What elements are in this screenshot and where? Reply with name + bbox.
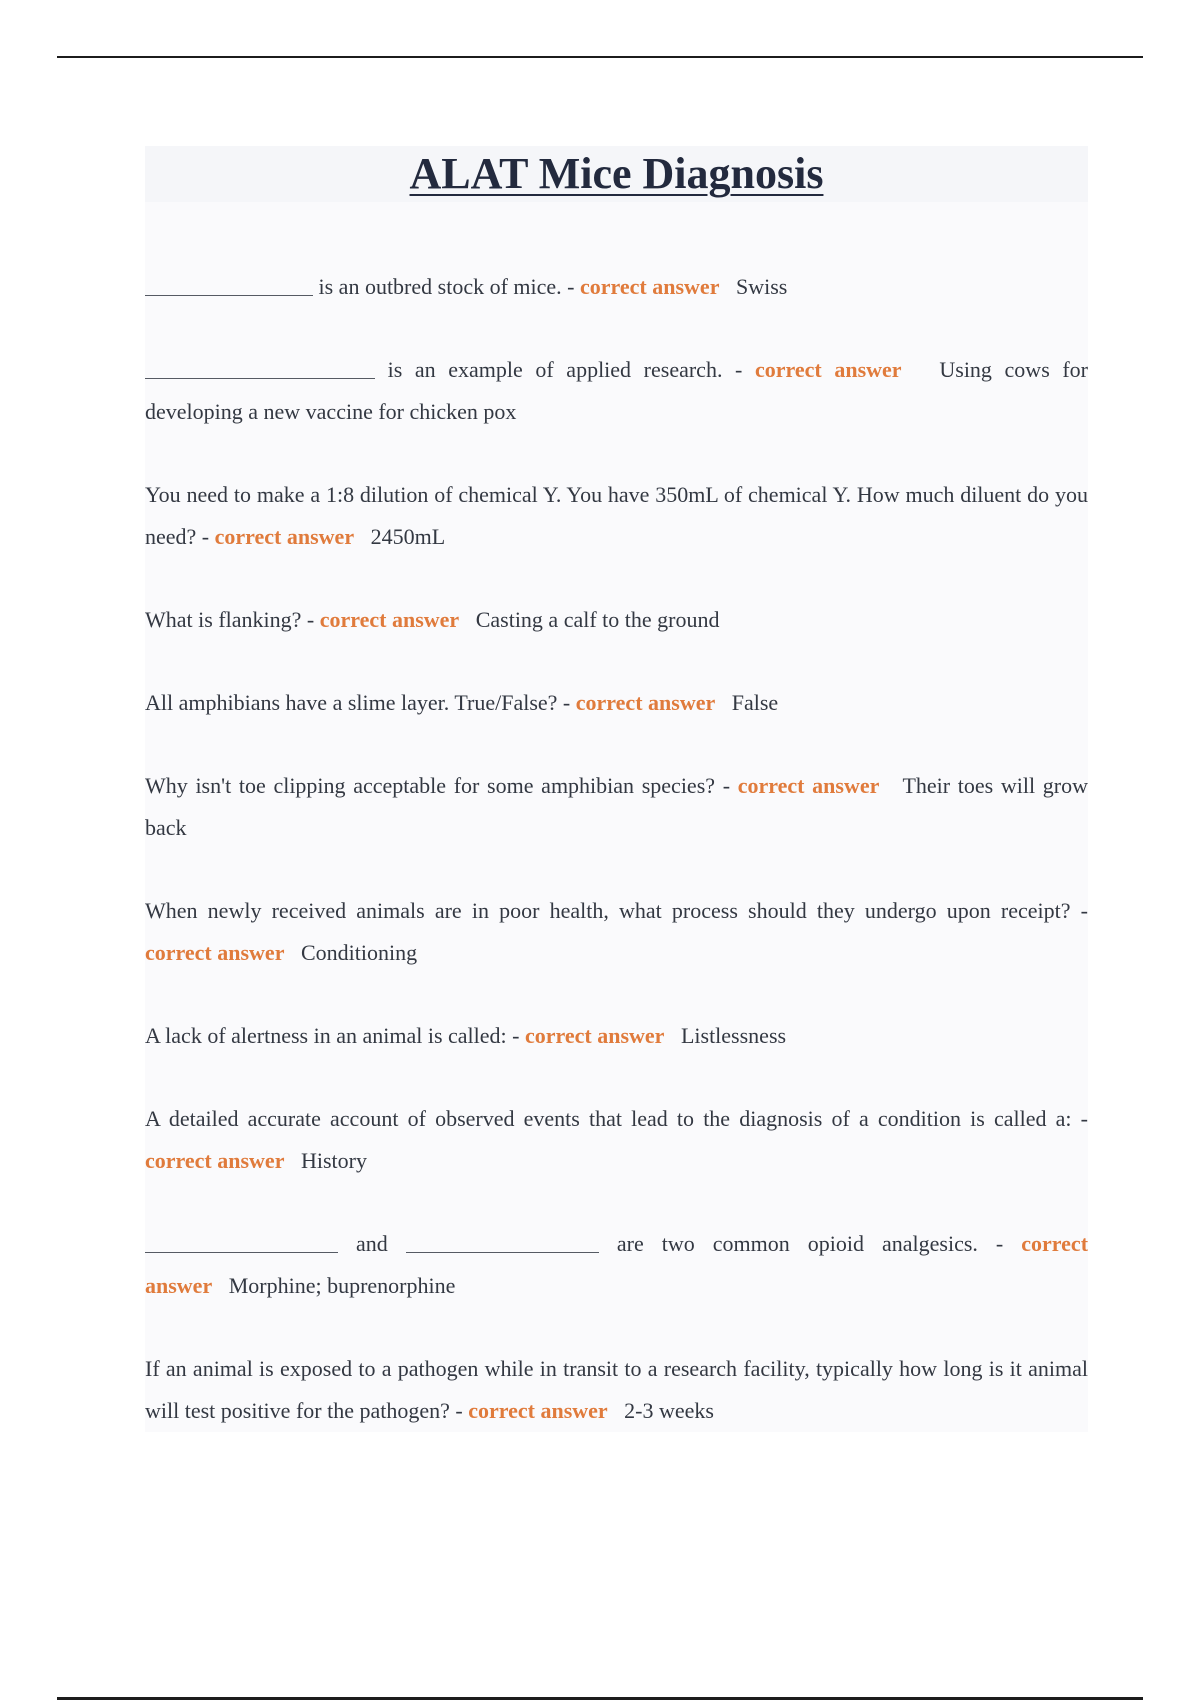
correct-answer-label: correct answer [214, 524, 355, 549]
answer-text: 2450mL [370, 524, 446, 549]
correct-answer-label: correct answer [575, 690, 716, 715]
answer-text: Using cows for developing a new vaccine for chicken pox [145, 357, 1094, 424]
answer-text: Their toes will grow back [145, 773, 1094, 840]
question-text: You need to make a 1:8 dilution of chemical Y. You have 350mL of chemical Y. How much diluent do you need? - [145, 482, 1088, 549]
correct-answer-label: correct answer [737, 773, 880, 798]
correct-answer-label: correct answer [524, 1023, 665, 1048]
qa-item [145, 890, 1088, 974]
correct-answer-label: correct answer [145, 940, 285, 965]
header-rule [57, 56, 1143, 58]
question-text: When newly received animals are in poor health, what process should they undergo upon receipt? - [145, 898, 1088, 923]
document-body [145, 146, 1094, 1432]
answer-text: Listlessness [680, 1023, 787, 1048]
question-text: is an example of applied research. - [387, 357, 755, 382]
answer-text: False [731, 690, 779, 715]
correct-answer-label: correct answer [145, 1148, 285, 1173]
answer-text: Swiss [735, 274, 788, 299]
question-text: are two common opioid analgesics. - [616, 1231, 1022, 1256]
correct-answer-label: correct answer [319, 607, 460, 632]
answer-text: Morphine; buprenorphine [228, 1273, 456, 1298]
fill-in-blank [145, 354, 375, 379]
title-block [145, 146, 1088, 202]
correct-answer-label: correct answer [468, 1398, 608, 1423]
qa-item [145, 682, 1088, 724]
page-title: ALAT Mice Diagnosis [409, 149, 824, 198]
answer-text: Casting a calf to the ground [475, 607, 720, 632]
answer-text: History [300, 1148, 367, 1173]
fill-in-blank [145, 1228, 338, 1253]
qa-item [145, 1223, 1088, 1307]
qa-item [145, 1348, 1088, 1432]
correct-answer-label: correct answer [754, 357, 902, 382]
fill-in-blank [145, 271, 313, 296]
qa-item [145, 599, 1088, 641]
question-text: What is flanking? - [145, 607, 320, 632]
fill-in-blank [406, 1228, 599, 1253]
question-text: A detailed accurate account of observed events that lead to the diagnosis of a condition is called a: - [145, 1106, 1088, 1131]
qa-item [145, 474, 1088, 558]
question-text: Why isn't toe clipping acceptable for some amphibian species? - [145, 773, 738, 798]
correct-answer-label: correct answer [145, 1231, 1089, 1298]
answer-text: Conditioning [300, 940, 418, 965]
qa-item [145, 1015, 1088, 1057]
connector-text: and [356, 1231, 388, 1256]
qa-item [145, 765, 1094, 849]
qa-item [145, 266, 1088, 308]
question-text: is an outbred stock of mice. - [318, 274, 580, 299]
correct-answer-label: correct answer [580, 274, 720, 299]
qa-item [145, 1098, 1088, 1182]
qa-item [145, 349, 1094, 433]
question-text: A lack of alertness in an animal is called: - [145, 1023, 525, 1048]
question-text: If an animal is exposed to a pathogen while in transit to a research facility, typically how long is it animal will test positive for the pathogen? - [145, 1356, 1088, 1423]
question-text: All amphibians have a slime layer. True/False? - [145, 690, 576, 715]
answer-text: 2-3 weeks [624, 1398, 714, 1423]
